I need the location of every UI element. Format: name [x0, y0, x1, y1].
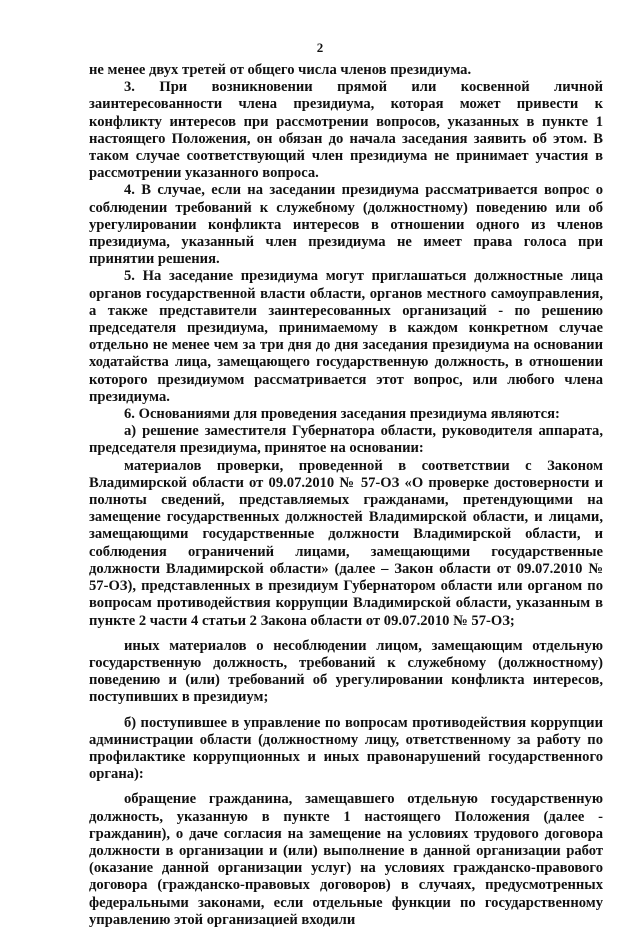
paragraph-6a: а) решение заместителя Губернатора области, руководителя аппарата, председателя президиума, принятое на основании:	[89, 423, 603, 457]
paragraph-4: 4. В случае, если на заседании президиума рассматривается вопрос о соблюдении требований к служебному (должностному) поведению или об урегулировании конфликта интересов в отношении одного из членов президиума, указанный член президиума не имеет права голоса при принятии решения.	[89, 182, 603, 268]
paragraph-continuation: не менее двух третей от общего числа членов президиума.	[89, 62, 472, 78]
paragraph-3: 3. При возникновении прямой или косвенной личной заинтересованности члена президиума, которая может привести к конфликту интересов при рассмотрении вопросов, указанных в пункте 1 настоящего Положения, он обязан до начала заседания заявить об этом. В таком случае соответствующий член президиума не принимает участия в рассмотрении указанного вопроса.	[89, 79, 603, 182]
paragraph-5: 5. На заседание президиума могут приглашаться должностные лица органов государственной власти области, органов местного самоуправления, а также представители заинтересованных организаций - по решению председателя президиума, принимаемому в каждом конкретном случае отдельно не менее чем за три дня до дня заседания президиума на основании ходатайства лица, замещающего государственную должность, в отношении которого президиумом рассматривается этот вопрос, или любого члена президиума.	[89, 268, 603, 405]
paragraph-materials: материалов проверки, проведенной в соответствии с Законом Владимирской области от 09.07.2010 № 57-ОЗ «О проверке достоверности и полноты сведений, представляемых гражданами, претендующими на замещение государственных должностей Владимирской области, и лицами, замещающими государственные должности Владимирской области, и соблюдения ограничений лицами, замещающими государственные должности Владимирской области» (далее – Закон области от 09.07.2010 № 57-ОЗ), представленных в президиум Губернатором области или органом по вопросам противодействия коррупции Владимирской области, указанным в пункте 2 части 4 статьи 2 Закона области от 09.07.2010 № 57-ОЗ;	[89, 457, 603, 629]
paragraph-other-materials: иных материалов о несоблюдении лицом, замещающим отдельную государственную должность, требований к служебному (должностному) поведению и (или) требований об урегулировании конфликта интересов, поступивших в президиум;	[89, 637, 603, 706]
paragraph-appeal: обращение гражданина, замещавшего отдельную государственную должность, указанную в пункте 1 настоящего Положения (далее - гражданин), о даче согласия на замещение на условиях трудового договора должности в организации и (или) выполнение в данной организации работ (оказание данной организации услуг) на условиях гражданско-правового договора (гражданско-правовых договоров) в случаях, предусмотренных федеральными законами, если отдельные функции по государственному управлению этой организацией входили	[89, 791, 603, 928]
page-number: 2	[316, 40, 324, 55]
document-body	[89, 62, 603, 929]
paragraph-6b: б) поступившее в управление по вопросам противодействия коррупции администрации области (должностному лицу, ответственному за работу по профилактике коррупционных и иных правонарушений государственного органа):	[89, 714, 603, 783]
paragraph-6: 6. Основаниями для проведения заседания президиума являются:	[124, 406, 560, 423]
